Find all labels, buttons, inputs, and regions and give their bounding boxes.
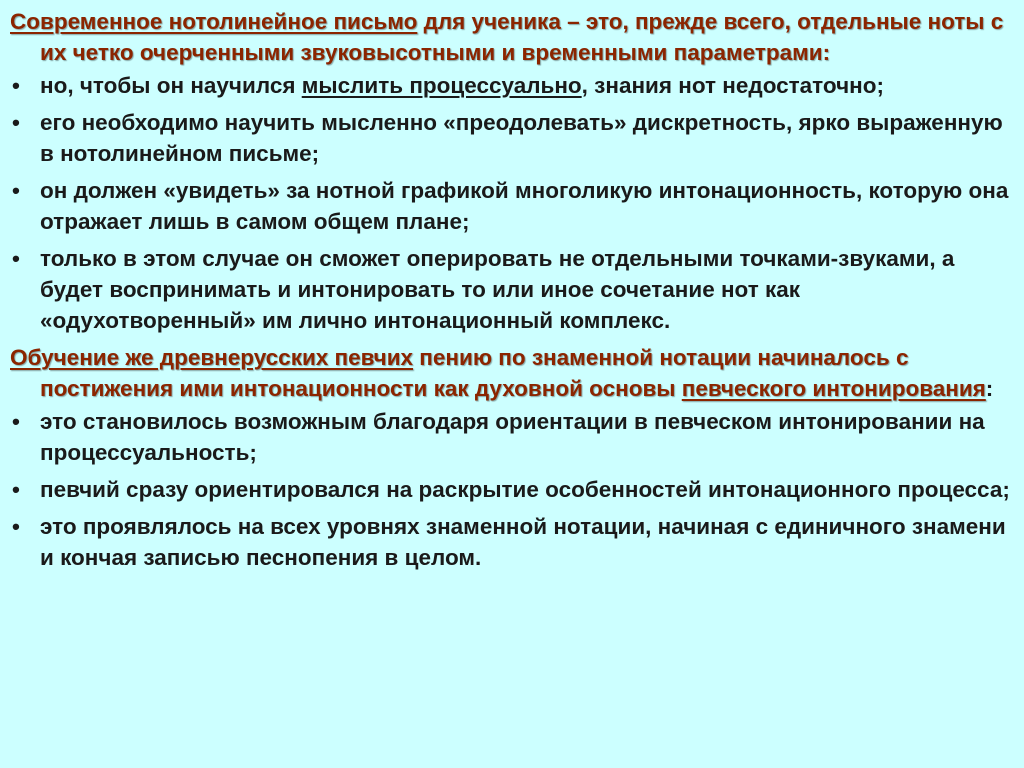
list-item bbox=[10, 175, 1010, 237]
bullet-icon: • bbox=[12, 110, 20, 135]
list-item bbox=[10, 70, 1010, 101]
list-item bbox=[10, 243, 1010, 336]
bullet-text: только в этом случае он сможет оперировать не отдельными точками-звуками, а будет воспринимать и интонировать то или иное сочетание нот как «одухотворенный» им лично интонационный комплекс. bbox=[40, 246, 955, 333]
heading-modern-notation-lead: Современное нотолинейное письмо bbox=[10, 9, 418, 34]
list-item bbox=[10, 474, 1010, 505]
heading-modern-notation bbox=[10, 6, 1010, 68]
bullet-text: его необходимо научить мысленно «преодолевать» дискретность, ярко выраженную в нотолинейном письме; bbox=[40, 110, 1003, 166]
list-item bbox=[10, 107, 1010, 169]
bullet-icon: • bbox=[12, 514, 20, 539]
bullet-list-modern bbox=[10, 70, 1010, 336]
bullet-list-znamenny bbox=[10, 406, 1010, 573]
bullet-text: это становилось возможным благодаря ориентации в певческом интонировании на процессуальность; bbox=[40, 409, 985, 465]
list-item bbox=[10, 511, 1010, 573]
bullet-icon: • bbox=[12, 409, 20, 434]
bullet-icon: • bbox=[12, 73, 20, 98]
heading-old-russian-colon: : bbox=[985, 376, 994, 401]
bullet-text-part: , знания нот недостаточно; bbox=[581, 73, 884, 98]
bullet-icon: • bbox=[12, 178, 20, 203]
heading-modern-notation-rest: для ученика – это, прежде всего, отдельные ноты с их четко очерченными звуковысотными и временными параметрами: bbox=[40, 9, 1004, 65]
bullet-text-underlined: мыслить процессуально bbox=[301, 73, 582, 98]
heading-old-russian-middle: пению по знаменной нотации начиналось с постижения ими интонационности как духовной основы bbox=[40, 345, 909, 401]
heading-old-russian-lead: Обучение же древнерусских певчих bbox=[10, 345, 414, 370]
heading-old-russian-chanters bbox=[10, 342, 1010, 404]
bullet-text: певчий сразу ориентировался на раскрытие особенностей интонационного процесса; bbox=[40, 477, 1010, 502]
bullet-text: он должен «увидеть» за нотной графикой многоликую интонационность, которую она отражает лишь в самом общем плане; bbox=[40, 178, 1009, 234]
bullet-icon: • bbox=[12, 246, 20, 271]
bullet-text-part: но, чтобы он научился bbox=[40, 73, 302, 98]
heading-old-russian-underlined: певческого интонирования bbox=[681, 376, 986, 401]
bullet-text: это проявлялось на всех уровнях знаменной нотации, начиная с единичного знамени и кончая записью песнопения в целом. bbox=[40, 514, 1006, 570]
list-item bbox=[10, 406, 1010, 468]
bullet-icon: • bbox=[12, 477, 20, 502]
